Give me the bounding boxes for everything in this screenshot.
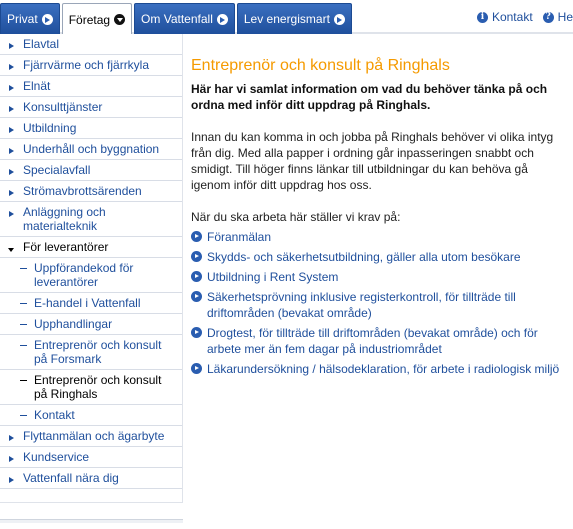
sidebar-subitem-ringhals[interactable] xyxy=(0,370,182,405)
sidebar-item-utbildning[interactable] xyxy=(0,118,182,139)
help-icon: ? xyxy=(543,12,554,23)
info-icon: i xyxy=(477,12,488,23)
sidebar-subitem-label: Entreprenör och konsult på Forsmark xyxy=(34,338,162,366)
arrow-right-icon xyxy=(217,14,228,25)
arrow-right-icon xyxy=(334,14,345,25)
tab-label: Privat xyxy=(7,12,38,26)
link-drogtest[interactable] xyxy=(191,325,561,357)
link-label: Föranmälan xyxy=(207,230,272,244)
sidebar-item-label: Underhåll och byggnation xyxy=(23,142,160,156)
sidebar-subitem-label: Uppförandekod för leverantörer xyxy=(34,261,134,289)
sidebar-subitem-label: Kontakt xyxy=(34,408,75,422)
arrow-right-icon xyxy=(9,477,14,483)
tab-label: Om Vattenfall xyxy=(141,12,213,26)
sidebar-subitem-label: Entreprenör och konsult på Ringhals xyxy=(34,373,162,401)
top-navigation xyxy=(0,0,573,34)
sidebar-item-label: Specialavfall xyxy=(23,163,91,177)
sidebar-subitem-ehandel[interactable] xyxy=(0,293,182,314)
link-label: Läkarundersökning / hälsodeklaration, för arbete i radiologisk miljö xyxy=(207,362,560,376)
main-tabs xyxy=(0,3,354,34)
link-label: Skydds- och säkerhetsutbildning, gäller alla utom besökare xyxy=(207,250,521,264)
dash-icon xyxy=(20,268,27,269)
sidebar-item-label: Elavtal xyxy=(23,37,60,51)
arrow-right-icon xyxy=(9,106,14,112)
tab-foretag[interactable] xyxy=(62,3,132,36)
sidebar-subitem-label: Upphandlingar xyxy=(34,317,113,331)
tab-lev-energismart[interactable] xyxy=(237,3,352,34)
dash-icon xyxy=(20,324,27,325)
body-text: Innan du kan komma in och jobba på Ringhals behöver vi olika intyg från dig. Med alla papper i ordning går inpasseringen snabbt och smidigt. Till höger finns länkar till utbildningar du kan behöva gå igenom inför ditt uppdrag hos oss. xyxy=(191,130,554,192)
sidebar-item-label: Elnät xyxy=(23,79,51,93)
dash-icon xyxy=(20,380,27,381)
tab-label: Företag xyxy=(68,12,111,27)
sidebar-subitem-forsmark[interactable] xyxy=(0,335,182,370)
arrow-right-icon xyxy=(9,85,14,91)
sidebar-item-label: Anläggning och materialteknik xyxy=(23,205,106,233)
link-sakerhetsprovning[interactable] xyxy=(191,289,561,321)
arrow-circle-icon xyxy=(191,251,202,262)
sidebar-item-kundservice[interactable] xyxy=(0,447,182,468)
arrow-right-icon xyxy=(9,169,14,175)
sidebar-item-fjarrvarme[interactable] xyxy=(0,55,182,76)
tab-om-vattenfall[interactable] xyxy=(134,3,235,34)
arrow-right-icon xyxy=(9,64,14,70)
page-title: Entreprenör och konsult på Ringhals xyxy=(191,57,450,74)
sidebar-item-label: Flyttanmälan och ägarbyte xyxy=(23,429,165,443)
requirements-list xyxy=(191,229,561,377)
arrow-circle-icon xyxy=(191,327,202,338)
utility-links xyxy=(467,10,573,24)
dash-icon xyxy=(20,303,27,304)
sidebar-footer xyxy=(0,489,182,503)
sidebar-bottom-bar xyxy=(0,519,183,523)
dash-icon xyxy=(20,345,27,346)
arrow-right-icon xyxy=(9,211,14,217)
arrow-circle-icon xyxy=(191,291,202,302)
arrow-right-icon xyxy=(9,435,14,441)
main-content xyxy=(191,56,561,381)
tab-privat[interactable] xyxy=(0,3,60,34)
arrow-right-icon xyxy=(42,14,53,25)
arrow-right-icon xyxy=(9,456,14,462)
link-label: Drogtest, för tillträde till driftområden (bevakat område) och för arbete mer än fem dagar på industriområdet xyxy=(207,326,538,356)
link-foranmalan[interactable] xyxy=(191,229,561,245)
lead-text: Här har vi samlat information om vad du behöver tänka på och ordna med inför ditt uppdrag på Ringhals. xyxy=(191,82,548,112)
sidebar-subitem-kontakt[interactable] xyxy=(0,405,182,426)
sidebar-item-stromavbrott[interactable] xyxy=(0,181,182,202)
tab-label: Lev energismart xyxy=(243,12,330,26)
sidebar-item-underhall[interactable] xyxy=(0,139,182,160)
arrow-circle-icon xyxy=(191,271,202,282)
arrow-circle-icon xyxy=(191,363,202,374)
sidebar-nav xyxy=(0,34,183,503)
sidebar-item-label: Strömavbrottsärenden xyxy=(23,184,142,198)
sidebar-item-elavtal[interactable] xyxy=(0,34,182,55)
link-skyddsutbildning[interactable] xyxy=(191,249,561,265)
arrow-right-icon xyxy=(9,148,14,154)
sidebar-item-label: Vattenfall nära dig xyxy=(23,471,119,485)
sidebar-item-anlaggning[interactable] xyxy=(0,202,182,237)
sidebar-item-flyttanmalan[interactable] xyxy=(0,426,182,447)
sidebar-item-nara-dig[interactable] xyxy=(0,468,182,489)
sidebar-item-specialavfall[interactable] xyxy=(0,160,182,181)
sidebar-item-label: Fjärrvärme och fjärrkyla xyxy=(23,58,150,72)
arrow-down-icon xyxy=(114,14,125,25)
sidebar-subitem-label: E-handel i Vattenfall xyxy=(34,296,141,310)
sidebar-item-for-leverantorer[interactable] xyxy=(0,237,182,258)
requirements-intro: När du ska arbeta här ställer vi krav på: xyxy=(191,210,401,224)
sidebar-item-label: Kundservice xyxy=(23,450,90,464)
contact-label: Kontakt xyxy=(491,10,533,24)
link-label: Säkerhetsprövning inklusive registerkontroll, för tillträde till driftområden (bevakat område) xyxy=(207,290,516,320)
sidebar-item-elnat[interactable] xyxy=(0,76,182,97)
arrow-right-icon xyxy=(9,190,14,196)
arrow-right-icon xyxy=(9,43,14,49)
sidebar-item-label: Konsulttjänster xyxy=(23,100,103,114)
dash-icon xyxy=(20,415,27,416)
sidebar-item-label: För leverantörer xyxy=(23,240,109,254)
arrow-right-icon xyxy=(9,127,14,133)
sidebar-item-konsulttjanster[interactable] xyxy=(0,97,182,118)
sidebar-subitem-uppforandekod[interactable] xyxy=(0,258,182,293)
contact-link[interactable] xyxy=(477,10,533,24)
sidebar-subitem-upphandlingar[interactable] xyxy=(0,314,182,335)
link-lakarundersokning[interactable] xyxy=(191,361,561,377)
arrow-circle-icon xyxy=(191,231,202,242)
help-link[interactable] xyxy=(543,10,573,24)
link-rent-system[interactable] xyxy=(191,269,561,285)
link-label: Utbildning i Rent System xyxy=(207,270,339,284)
help-label: He xyxy=(557,10,573,24)
sidebar-item-label: Utbildning xyxy=(23,121,77,135)
arrow-down-icon xyxy=(8,248,14,252)
